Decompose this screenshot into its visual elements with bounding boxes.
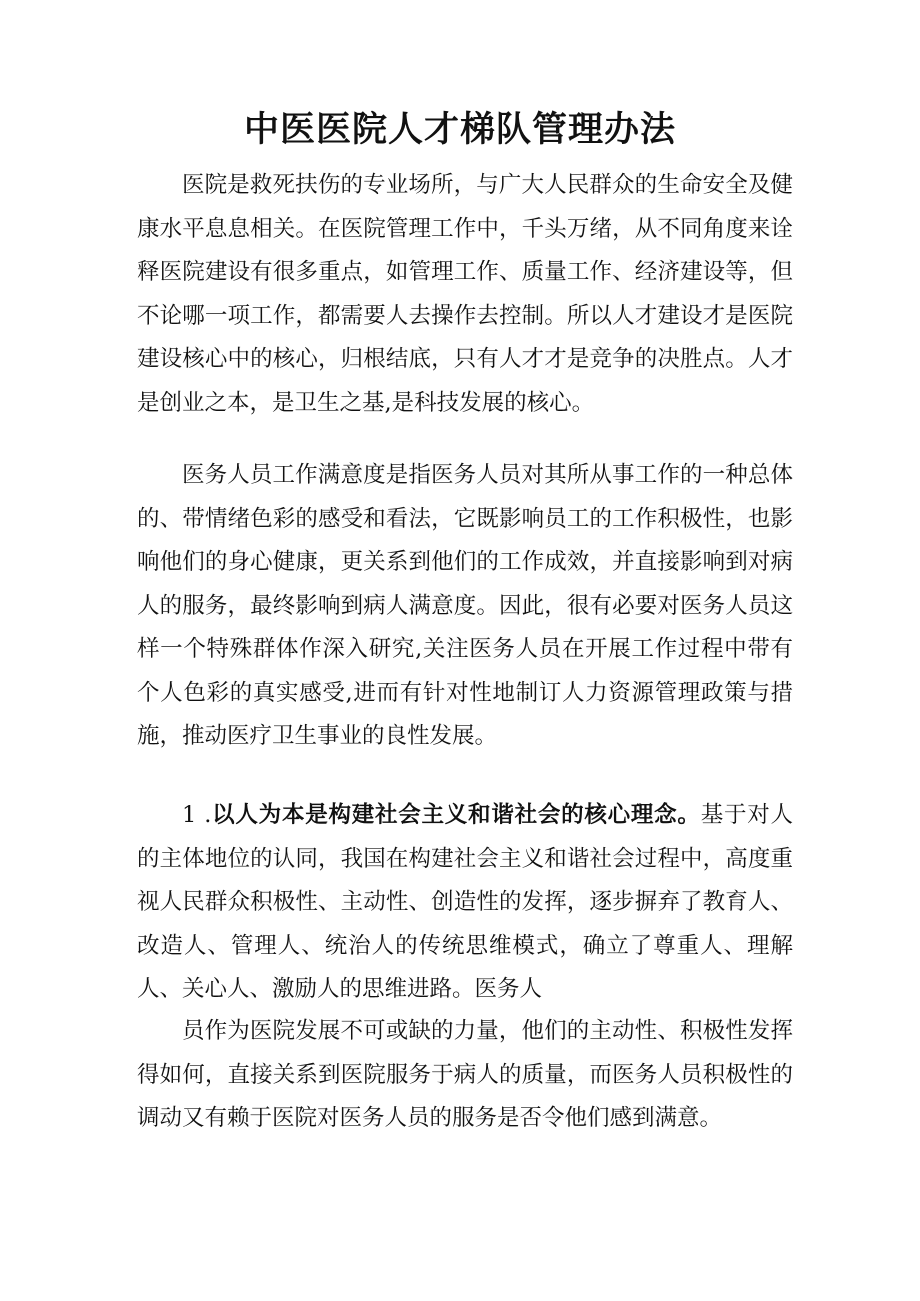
section-1-number: 1 . (182, 802, 212, 828)
document-title: 中医医院人才梯队管理办法 (243, 110, 676, 150)
paragraph-intro: 医院是救死扶伤的专业场所，与广大人民群众的生命安全及健康水平息息相关。在医院管理工作中，千头万绪，从不同角度来诠释医院建设有很多重点，如管理工作、质量工作、经济建设等，但不论哪一项工作，都需要人去操作去控制。所以人才建设才是医院建设核心中的核心，归根结底，只有人才才是竞争的决胜点。人才是创业之本，是卫生之基,是科技发展的核心。 (137, 172, 793, 416)
paragraph-continued: 员作为医院发展不可或缺的力量，他们的主动性、积极性发挥得如何，直接关系到医院服务于病人的质量，而医务人员积极性的调动又有赖于医院对医务人员的服务是否令他们感到满意。 (137, 1018, 793, 1131)
section-1-text: 基于对人的主体地位的认同，我国在构建社会主义和谐社会过程中，高度重视人民群众积极性、主动性、创造性的发挥，逐步摒弃了教育人、改造人、管理人、统治人的传统思维模式，确立了尊重人、理解人、关心人、激励人的思维进路。医务人 (137, 802, 793, 1002)
section-1-heading: 以人为本是构建社会主义和谐社会的核心理念。 (211, 802, 701, 828)
section-1-paragraph (137, 794, 793, 1012)
paragraph-satisfaction: 医务人员工作满意度是指医务人员对其所从事工作的一种总体的、带情绪色彩的感受和看法，它既影响员工的工作积极性，也影响他们的身心健康，更关系到他们的工作成效，并直接影响到对病人的服务，最终影响到病人满意度。因此，很有必要对医务人员这样一个特殊群体作深入研究,关注医务人员在开展工作过程中带有个人色彩的真实感受,进而有针对性地制订人力资源管理政策与措施，推动医疗卫生事业的良性发展。 (137, 462, 793, 749)
